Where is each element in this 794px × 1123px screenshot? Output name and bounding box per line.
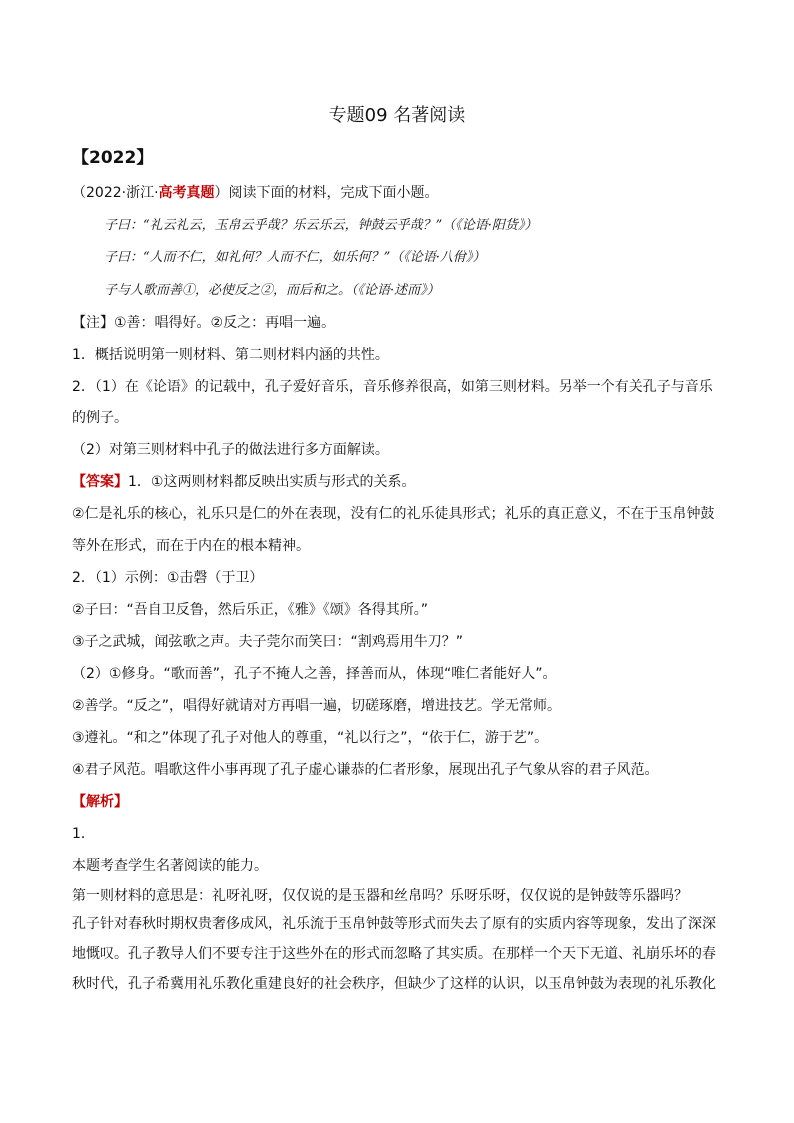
material-3: 子与人歌而善①，必使反之②，而后和之。（《论语·述而》） bbox=[104, 283, 440, 298]
exam-tag: 高考真题 bbox=[158, 185, 215, 201]
answer-line: （2）①修身。“歌而善”，孔子不掩人之善，择善而从，体现“唯仁者能好人”。 bbox=[72, 666, 557, 682]
analysis-line: 本题考查学生名著阅读的能力。 bbox=[72, 858, 268, 874]
question-2-part-1: 2．（1）在《论语》的记载中，孔子爱好音乐，音乐修养很高，如第三则材料。另举一个有关孔子与音乐 bbox=[72, 379, 713, 395]
answer-first: 1．①这两则材料都反映出实质与形式的关系。 bbox=[128, 474, 416, 490]
year-heading: 【2022】 bbox=[72, 148, 154, 168]
analysis-line: 1． bbox=[72, 826, 95, 842]
intro-prefix: （2022·浙江· bbox=[72, 185, 159, 201]
answer-line: ③遵礼。“和之”体现了孔子对他人的尊重，“礼以行之”，“依于仁，游于艺”。 bbox=[72, 730, 549, 746]
answer-line: 等外在形式，而在于内在的根本精神。 bbox=[72, 538, 310, 554]
material-1: 子曰：“礼云礼云，玉帛云乎哉？乐云乐云，钟鼓云乎哉？”（《论语·阳货》） bbox=[104, 218, 538, 233]
answer-label: 【答案】 bbox=[72, 474, 128, 490]
answer-line: ③子之武城，闻弦歌之声。夫子莞尔而笑曰：“割鸡焉用牛刀？” bbox=[72, 634, 464, 650]
analysis-line: 孔子针对春秋时期权贵奢侈成风，礼乐流于玉帛钟鼓等形式而失去了原有的实质内容等现象，发出了深深 bbox=[72, 916, 716, 932]
material-2: 子曰：“人而不仁，如礼何？人而不仁，如乐何？”（《论语·八佾》） bbox=[104, 250, 486, 265]
note: 【注】①善：唱得好。②反之：再唱一遍。 bbox=[72, 315, 336, 331]
answer-line: ②子曰：“吾自卫反鲁，然后乐正，《雅》《颂》各得其所。” bbox=[72, 602, 429, 618]
answer-first-line bbox=[72, 472, 732, 492]
answer-line: ②善学。“反之”，唱得好就请对方再唱一遍，切磋琢磨，增进技艺。学无常师。 bbox=[72, 698, 562, 714]
page-title: 专题09 名著阅读 bbox=[328, 105, 466, 126]
question-intro bbox=[72, 183, 732, 203]
question-2-part-2: （2）对第三则材料中孔子的做法进行多方面解读。 bbox=[72, 442, 389, 458]
analysis-line: 地慨叹。孔子教导人们不要专注于这些外在的形式而忽略了其实质。在那样一个天下无道、礼崩乐坏的春 bbox=[72, 946, 716, 962]
answer-line: ④君子风范。唱歌这件小事再现了孔子虚心谦恭的仁者形象，展现出孔子气象从容的君子风范。 bbox=[72, 762, 659, 778]
analysis-label: 【解析】 bbox=[72, 794, 128, 810]
intro-suffix: ）阅读下面的材料，完成下面小题。 bbox=[214, 185, 439, 201]
answer-line: ②仁是礼乐的核心，礼乐只是仁的外在表现，没有仁的礼乐徒具形式；礼乐的真正意义，不在于玉帛钟鼓 bbox=[72, 506, 715, 522]
question-1: 1．概括说明第一则材料、第二则材料内涵的共性。 bbox=[72, 347, 389, 363]
answer-line: 2．（1）示例：①击磬（于卫） bbox=[72, 570, 264, 586]
question-2-part-1-cont: 的例子。 bbox=[72, 410, 128, 426]
analysis-line: 第一则材料的意思是：礼呀礼呀，仅仅说的是玉器和丝帛吗？乐呀乐呀，仅仅说的是钟鼓等乐器吗？ bbox=[72, 888, 688, 904]
analysis-line: 秋时代，孔子希冀用礼乐教化重建良好的社会秩序，但缺少了这样的认识，以玉帛钟鼓为表现的礼乐教化 bbox=[72, 976, 716, 992]
